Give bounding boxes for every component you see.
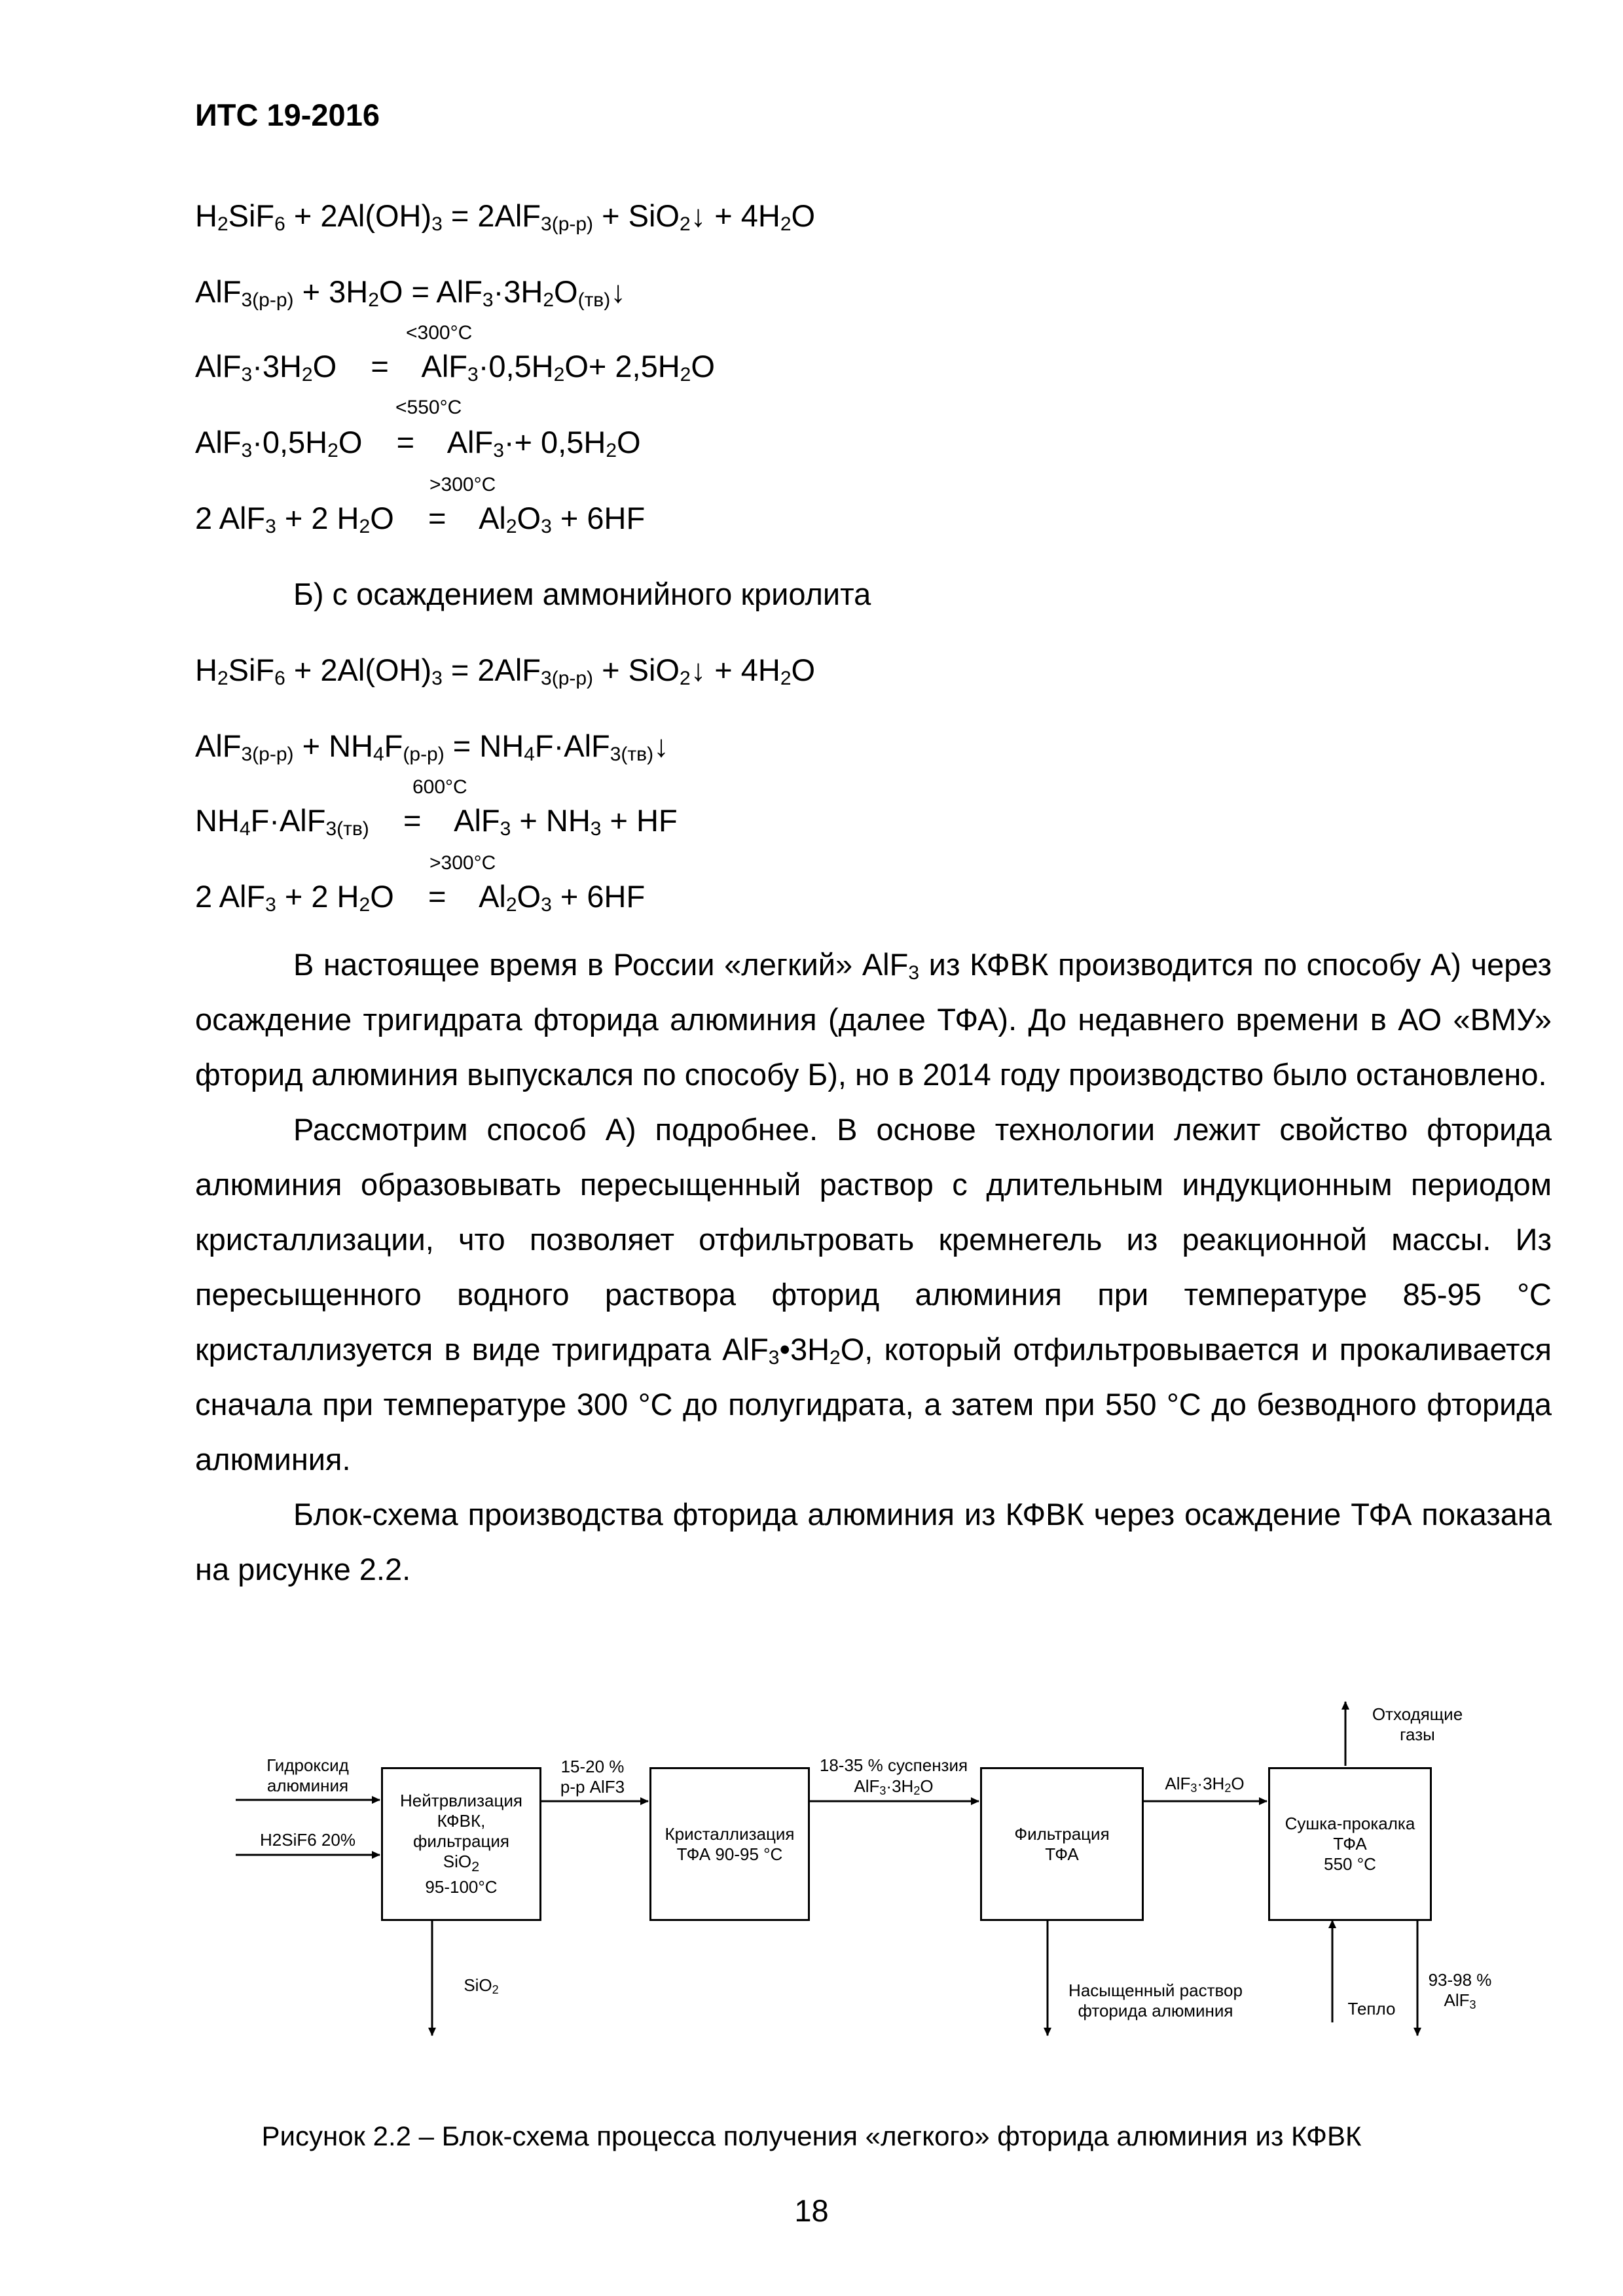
label-input-hydroxide: Гидроксид алюминия bbox=[266, 1755, 349, 1795]
label-flow-1: 15-20 % р-р AlF3 bbox=[560, 1757, 625, 1797]
equation: 2 AlF$_3$ + 2 $H_2O$ = $Al_2O_3 + 6HF$ bbox=[195, 879, 646, 916]
equation: $NH_4F\cdot AlF_{3(тв)}$ = $AlF_3 + NH_3$ + HF bbox=[195, 803, 678, 840]
block-diagram bbox=[216, 1695, 1492, 2088]
label-flow-2b: $AlF_3\cdot 3H_2O$ bbox=[854, 1776, 934, 1797]
label-heat: Тепло bbox=[1347, 1999, 1396, 2018]
figure-caption: Рисунок 2.2 – Блок-схема процесса получения «легкого» фторида алюминия из КФВК bbox=[261, 2121, 1362, 2151]
label-input-acid: H2SiF6 20% bbox=[260, 1830, 356, 1850]
reaction-condition: 600°C bbox=[412, 776, 467, 798]
paragraph: Рассмотрим способ А) подробнее. В основе технологии лежит свойство фторида алюминия образовывать пересыщенный раствор с длительным индукционным периодом кристаллизации, что позволяет отфильтровать кремнегель из реакционной массы. Из пересыщенного водного раствора фторид алюминия при температуре 85-95 °C кристаллизуется в виде тригидрата $AlF_3•3H_2O$, который отфильтровывается и прокаливается сначала при температуре 300 °C до полугидрата, а затем при 550 °C до безводного фторида алюминия. bbox=[195, 1112, 1552, 1477]
equation: $H_2SiF_6 + 2Al(OH)_3 = 2AlF_{3(р-р)}$ + SiO$_2$↓ + $4H_2O$ bbox=[195, 653, 816, 689]
reaction-condition: <300°C bbox=[406, 322, 473, 344]
page-number: 18 bbox=[794, 2193, 829, 2228]
label-product: 93-98 % AlF$_3$ bbox=[1428, 1970, 1492, 2011]
label-flow-3: $AlF_3\cdot 3H_2O$ bbox=[1165, 1774, 1245, 1795]
equation: $AlF_3\cdot 0,5H_2O$ = $AlF_3\cdot+ 0,5H_2O$ bbox=[195, 425, 641, 461]
label-flow-2a: 18-35 % суспензия bbox=[819, 1755, 968, 1775]
box-filtration: Фильтрация ТФА bbox=[980, 1767, 1144, 1921]
reaction-condition: >300°C bbox=[429, 474, 496, 495]
equation: $AlF_{3(р-р)} + NH_4F_{(р-р)}$ = $NH_4F\cdot AlF_{3(тв)}↓$ bbox=[195, 728, 669, 765]
reaction-condition: >300°C bbox=[429, 852, 496, 874]
equation: 2 AlF$_3$ + 2 $H_2O$ = $Al_2O_3 + 6HF$ bbox=[195, 501, 646, 537]
paragraph: В настоящее время в России «легкий» AlF$_3$ из КФВК производится по способу А) через осаждение тригидрата фторида алюминия (далее ТФА). До недавнего времени в АО «ВМУ» фторид алюминия выпускался по способу Б), но в 2014 году производство было остановлено. bbox=[195, 947, 1552, 1092]
label-sio2: SiO$_2$ bbox=[464, 1975, 499, 1996]
label-off-gases: Отходящие газы bbox=[1372, 1704, 1463, 1744]
box-drying-calcination: Сушка-прокалка ТФА 550 °С bbox=[1268, 1767, 1432, 1921]
equation: $AlF_{3(р-р)} + 3H_2O$ = $AlF_3\cdot 3H_2O_{(тв)}↓$ bbox=[195, 274, 626, 311]
section-subtitle: Б) с осаждением аммонийного криолита bbox=[293, 577, 871, 611]
paragraph: Блок-схема производства фторида алюминия из КФВК через осаждение ТФА показана на рисунке 2.2. bbox=[195, 1497, 1552, 1587]
equation: $H_2SiF_6 + 2Al(OH)_3 = 2AlF_{3(р-р)}$ + SiO$_2$↓ + $4H_2O$ bbox=[195, 198, 816, 235]
document-header: ИТС 19-2016 bbox=[195, 98, 380, 132]
box-neutralization: Нейтрвлизация КФВК, фильтрация SiO$_2$ 95-100°С bbox=[381, 1767, 541, 1921]
equation: $AlF_3\cdot 3H_2O$ = $AlF_3\cdot 0,5H_2O+ 2,5H_2O$ bbox=[195, 349, 715, 386]
box-crystallization: Кристаллизация ТФА 90-95 °С bbox=[649, 1767, 810, 1921]
body-text bbox=[195, 937, 1552, 1597]
reaction-condition: <550°C bbox=[395, 397, 462, 418]
label-saturated-solution: Насыщенный раствор фторида алюминия bbox=[1068, 1981, 1243, 2020]
